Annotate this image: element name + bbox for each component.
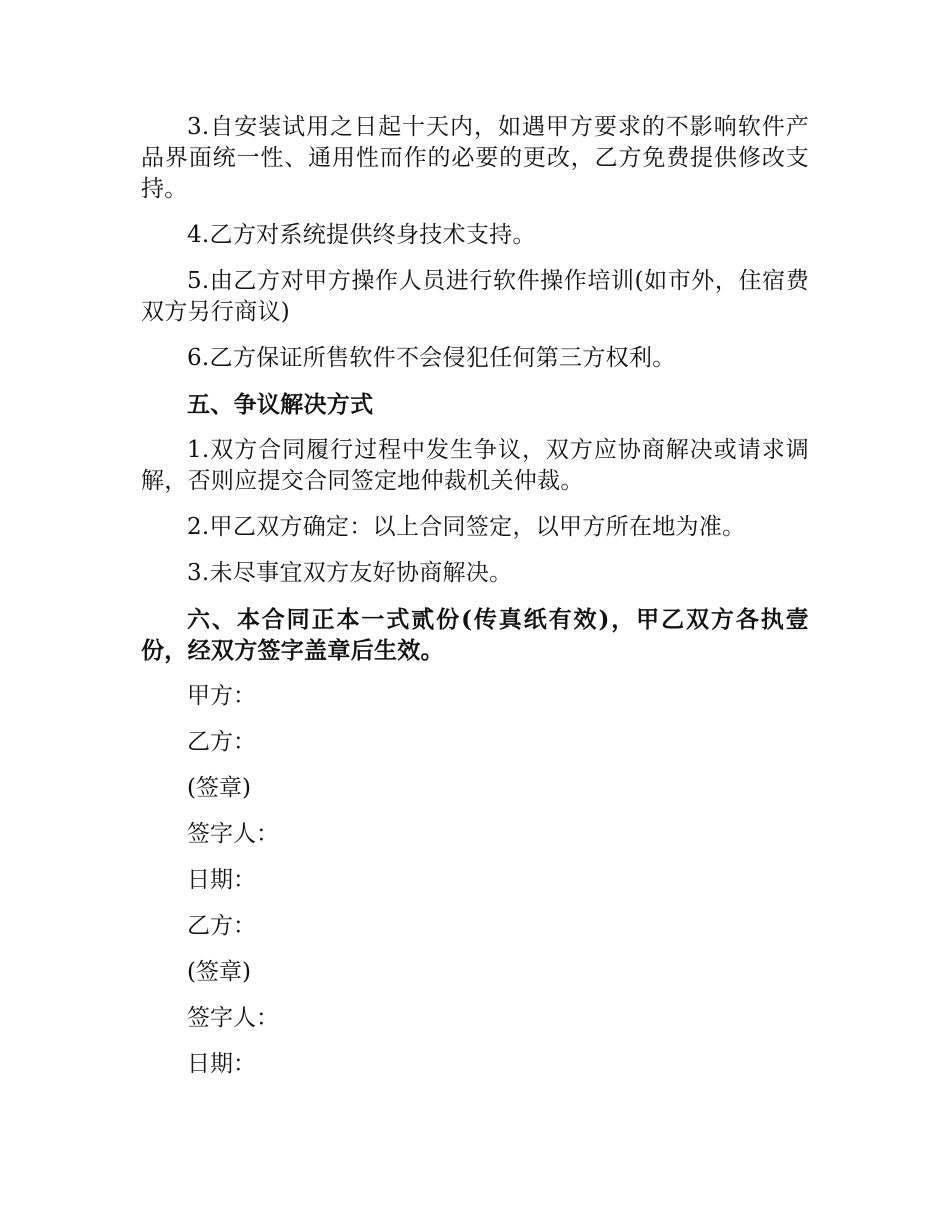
date-label-2: 日期： [187, 1051, 256, 1077]
section-6-heading: 六、本合同正本一式贰份(传真纸有效)，甲乙双方各执壹份，经双方签字盖章后生效。 [141, 606, 809, 664]
party-b-label: 乙方： [187, 729, 256, 755]
seal-label-2: (签章) [187, 959, 251, 985]
clause-4-5: 5.由乙方对甲方操作人员进行软件操作培训(如市外，住宿费双方另行商议) [141, 268, 809, 325]
signer-label-2: 签字人： [187, 1005, 279, 1031]
clause-5-3: 3.未尽事宜双方友好协商解决。 [187, 560, 513, 586]
section-5-heading: 五、争议解决方式 [187, 391, 374, 418]
signer-label: 签字人： [187, 821, 279, 847]
clause-5-2: 2.甲乙双方确定：以上合同签定，以甲方所在地为准。 [187, 514, 746, 540]
clause-5-1: 1.双方合同履行过程中发生争议，双方应协商解决或请求调解，否则应提交合同签定地仲裁机关仲裁。 [141, 437, 809, 494]
party-a-label: 甲方： [187, 683, 256, 709]
document-body [141, 112, 809, 1095]
clause-4-6: 6.乙方保证所售软件不会侵犯任何第三方权利。 [187, 345, 676, 371]
clause-4-3: 3.自安装试用之日起十天内，如遇甲方要求的不影响软件产品界面统一性、通用性而作的必要的更改，乙方免费提供修改支持。 [141, 114, 809, 202]
seal-label: (签章) [187, 775, 251, 801]
party-b-label-2: 乙方： [187, 913, 256, 939]
clause-4-4: 4.乙方对系统提供终身技术支持。 [187, 222, 536, 248]
date-label: 日期： [187, 867, 256, 893]
